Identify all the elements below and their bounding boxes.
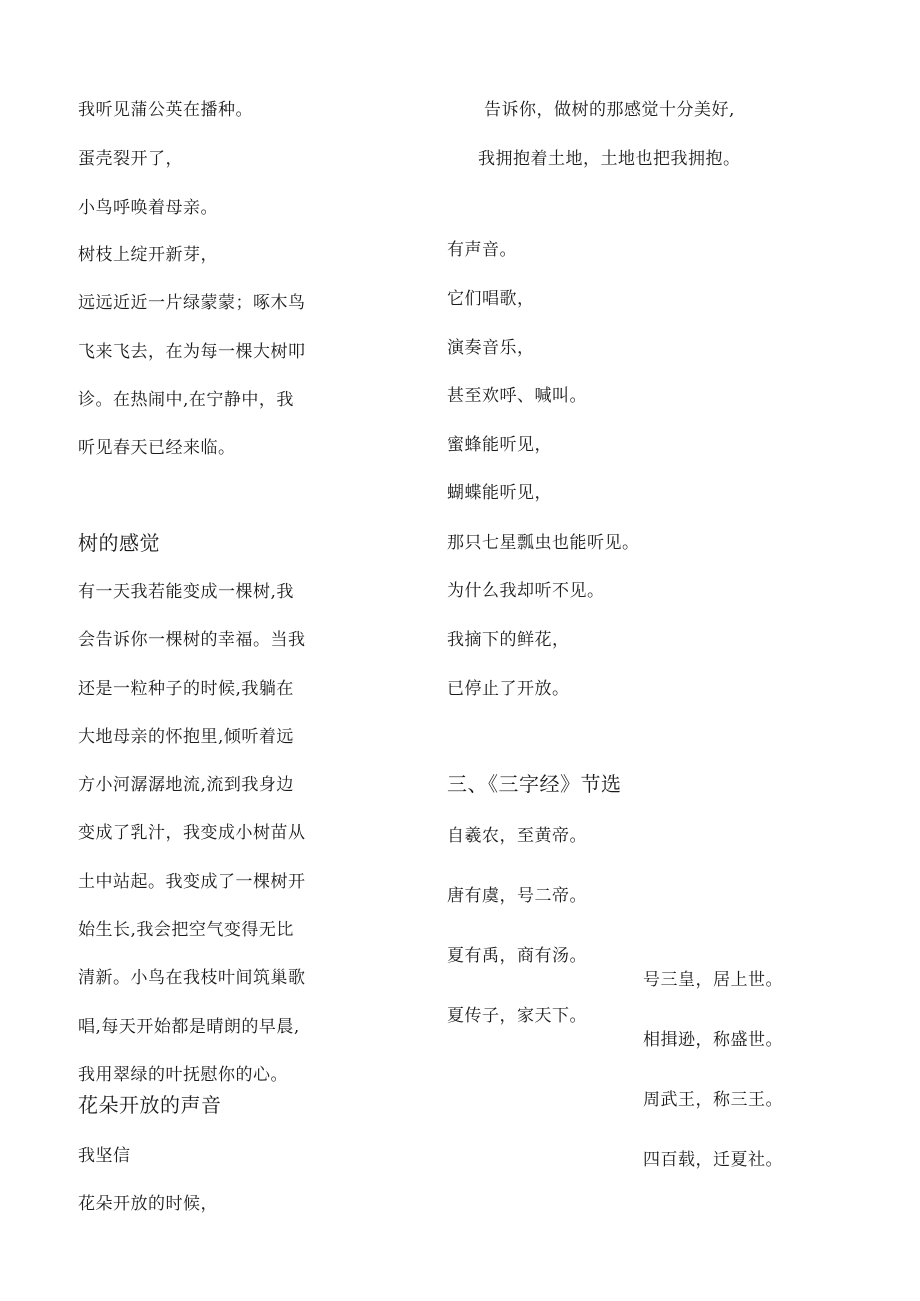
tree-end-line: 我拥抱着土地，土地也把我拥抱。 (478, 149, 741, 169)
tree-line: 有一天我若能变成一棵树,我 (78, 582, 294, 602)
sanzijing-title: 三、《三字经》节选 (447, 772, 622, 796)
poem-line: 诊。在热闹中,在宁静中，我 (78, 390, 294, 410)
tree-line: 我用翠绿的叶抚慰你的心。 (78, 1065, 288, 1085)
sanzijing-line: 号三皇，居上世。 (643, 970, 783, 990)
poem-line: 小鸟呼唤着母亲。 (78, 198, 218, 218)
flower-line: 有声音。 (447, 240, 517, 260)
flower-sound-title: 花朵开放的声音 (78, 1093, 222, 1117)
poem-line: 远远近近一片绿蒙蒙；啄木鸟 (78, 293, 306, 313)
poem-line: 蛋壳裂开了， (78, 149, 183, 169)
flower-line: 甚至欢呼、喊叫。 (447, 386, 587, 406)
sanzijing-line: 自羲农，至黄帝。 (447, 826, 587, 846)
poem-line: 我听见蒲公英在播种。 (78, 100, 253, 120)
flower-line: 已停止了开放。 (447, 679, 570, 699)
flower-line: 我坚信 (78, 1146, 131, 1166)
flower-line: 蝴蝶能听见， (447, 483, 552, 503)
tree-feeling-title: 树的感觉 (78, 531, 160, 555)
sanzijing-line: 夏有禹，商有汤。 (447, 946, 587, 966)
tree-line: 方小河潺潺地流,流到我身边 (78, 775, 294, 795)
flower-line: 演奏音乐， (447, 338, 535, 358)
tree-line: 唱,每天开始都是晴朗的早晨, (78, 1017, 300, 1037)
flower-line: 我摘下的鲜花， (447, 630, 570, 650)
poem-line: 听见春天已经来临。 (78, 438, 236, 458)
tree-line: 始生长,我会把空气变得无比 (78, 920, 294, 940)
sanzijing-line: 周武王，称三王。 (643, 1090, 783, 1110)
sanzijing-line: 夏传子，家天下。 (447, 1006, 587, 1026)
tree-line: 会告诉你一棵树的幸福。当我 (78, 630, 306, 650)
flower-line: 花朵开放的时候， (78, 1194, 218, 1214)
flower-line: 那只七星瓢虫也能听见。 (447, 533, 640, 553)
tree-line: 大地母亲的怀抱里,倾听着远 (78, 727, 294, 747)
tree-line: 还是一粒种子的时候,我躺在 (78, 679, 294, 699)
sanzijing-line: 相揖逊，称盛世。 (643, 1030, 783, 1050)
flower-line: 为什么我却听不见。 (447, 581, 605, 601)
poem-line: 树枝上绽开新芽， (78, 245, 218, 265)
flower-line: 蜜蜂能听见， (447, 435, 552, 455)
tree-line: 土中站起。我变成了一棵树开 (78, 872, 306, 892)
poem-line: 飞来飞去，在为每一棵大树叩 (78, 342, 306, 362)
sanzijing-line: 四百载，迁夏社。 (643, 1150, 783, 1170)
sanzijing-line: 唐有虞，号二帝。 (447, 886, 587, 906)
flower-line: 它们唱歌， (447, 289, 535, 309)
tree-line: 变成了乳汁，我变成小树苗从 (78, 823, 306, 843)
tree-line: 清新。小鸟在我枝叶间筑巢歌 (78, 968, 306, 988)
tree-end-line: 告诉你，做树的那感觉十分美好, (484, 100, 735, 120)
